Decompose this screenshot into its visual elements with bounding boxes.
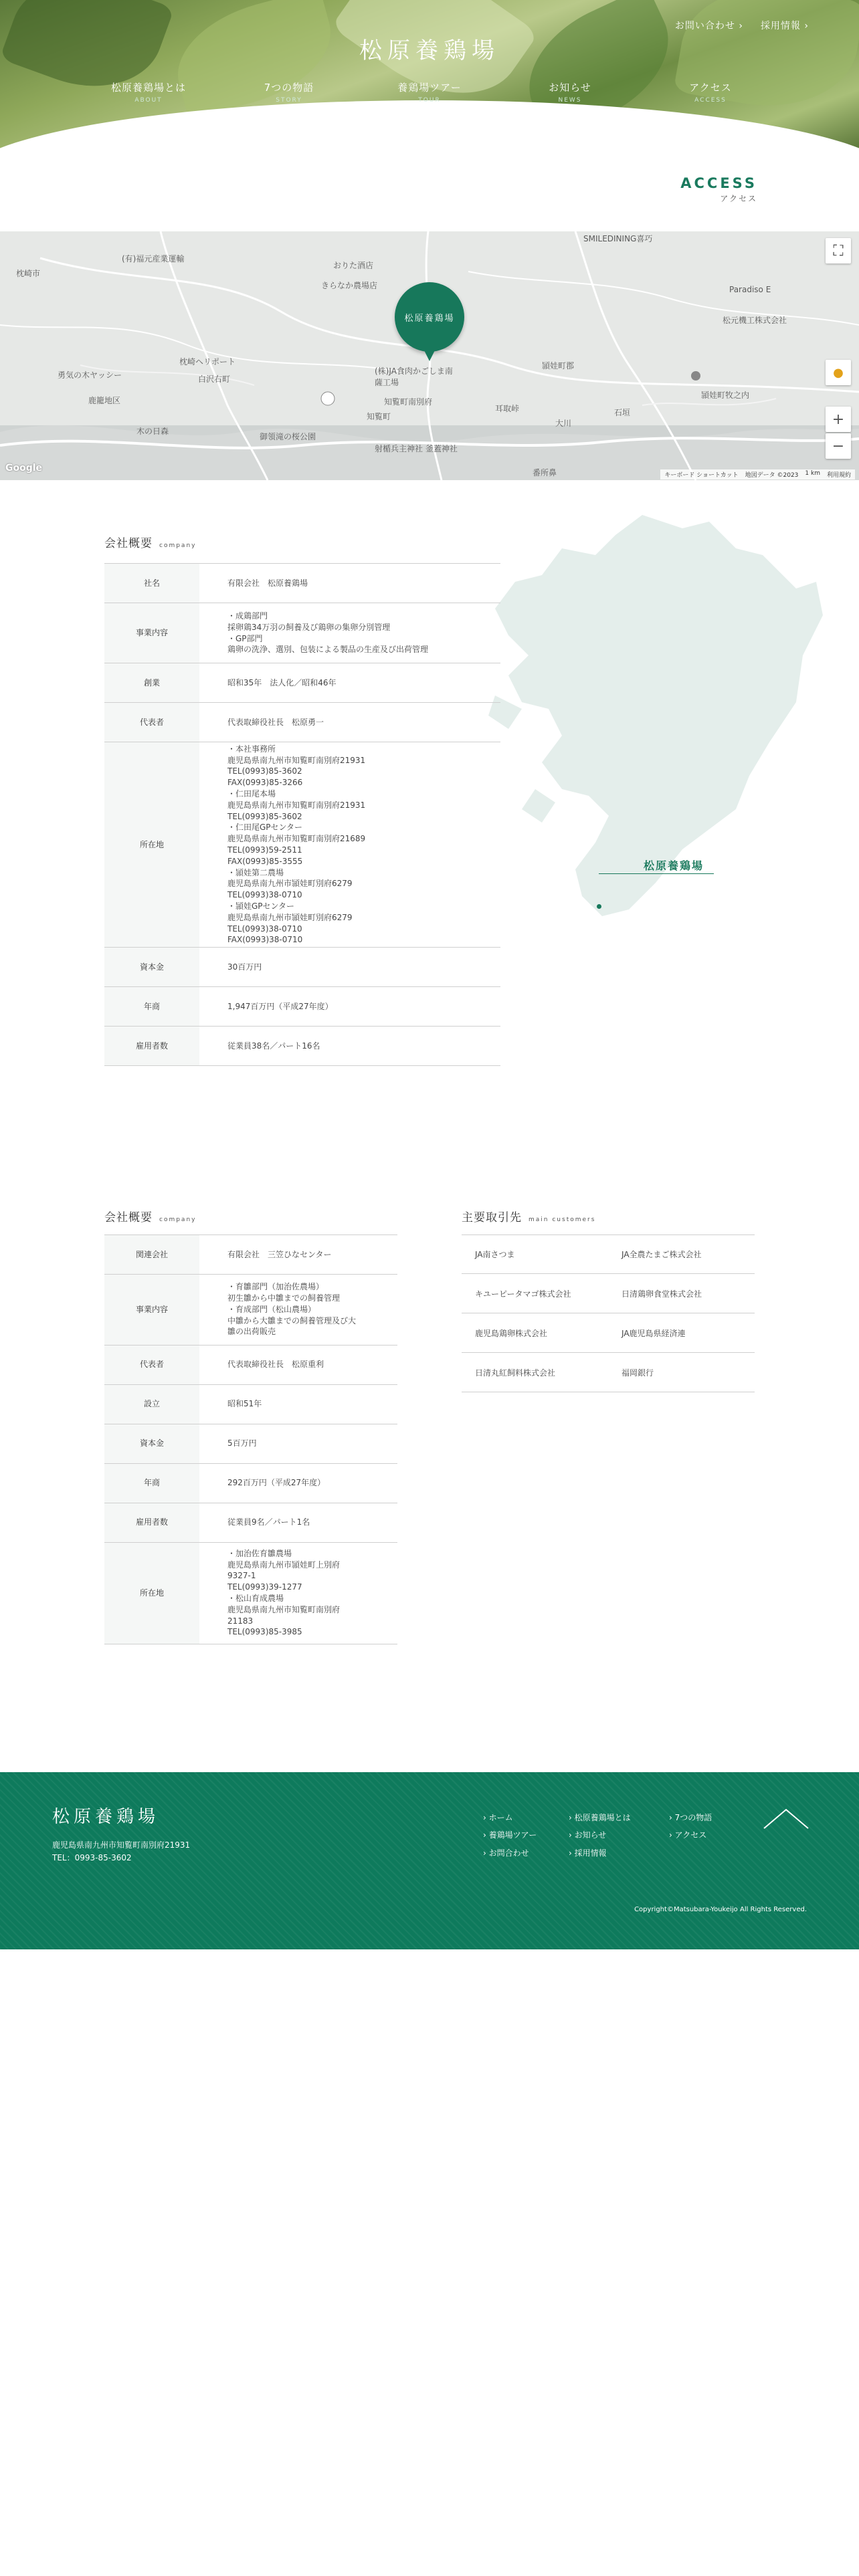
value-line: ・育雛部門（加治佐農場） [227, 1282, 324, 1292]
value-line: 1,947百万円（平成27年度） [227, 1001, 333, 1011]
table-row [104, 948, 500, 987]
value-line: 鹿児島県南九州市頴娃町上別府 [227, 1560, 341, 1570]
customer-name: 福岡銀行 [622, 1368, 654, 1378]
value-line: FAX(0993)85-3266 [227, 778, 303, 788]
value-line: TEL(0993)38-0710 [227, 924, 302, 934]
table-row [104, 1235, 397, 1275]
value-line: ・頴娃第二農場 [227, 867, 284, 877]
map-label: 木の日森 [136, 427, 169, 436]
nav-item-news[interactable]: お知らせ NEWS [549, 82, 591, 104]
kyushu-map [482, 508, 830, 976]
value-line: ・仁田尾GPセンター [227, 823, 303, 833]
top-links [675, 19, 809, 32]
row-value [199, 1503, 397, 1542]
customer-row [462, 1353, 755, 1392]
map-label: 大川 [555, 419, 572, 428]
nav-item-tour[interactable]: 養鶏場ツアー TOUR [397, 82, 462, 104]
hero-curve [0, 100, 859, 160]
footer-address [52, 1839, 190, 1864]
customers-list [462, 1235, 755, 1392]
map-label: 枕崎ヘリポート [179, 357, 236, 366]
value-line: 従業員38名／パート16名 [227, 1041, 320, 1051]
customer-row [462, 1274, 755, 1313]
value-line: ・育成部門（松山農場） [227, 1304, 316, 1314]
map-data-credit: 地図データ ©2023 [745, 472, 799, 479]
value-line: ・加治佐育雛農場 [227, 1548, 292, 1558]
value-line: TEL(0993)85-3985 [227, 1627, 302, 1637]
copyright: Copyright©Matsubara-Youkeijo All Rights Reserved. [634, 1906, 807, 1913]
value-line: 鹿児島県南九州市知覧町南別府21689 [227, 834, 366, 844]
value-line: 有限会社 三笠ひなセンター [227, 1249, 332, 1259]
row-label: 代表者 [104, 1345, 199, 1384]
value-line: 代表取締役社長 松原重利 [227, 1360, 324, 1370]
map-label: きらなか農場店 [321, 281, 378, 290]
value-line: 鹿児島県南九州市知覧町南別府21931 [227, 755, 366, 765]
footer-tel: TEL：0993-85-3602 [52, 1853, 132, 1863]
map-label: 頴娃町郡 [542, 361, 575, 370]
table-row [104, 1027, 500, 1066]
map-pin-marker[interactable]: 松原養鶏場 [395, 282, 464, 352]
row-value [199, 564, 500, 603]
map-label: 知覧町 [367, 412, 391, 421]
customers-title: 主要取引先 main customers [462, 1211, 596, 1224]
row-value [199, 603, 500, 663]
value-line: 30百万円 [227, 962, 262, 972]
footer-link-home[interactable]: › ホーム [483, 1809, 537, 1826]
map-label: 松元機工株式会社 [723, 316, 787, 325]
row-label: 所在地 [104, 1542, 199, 1644]
zoom-in-icon[interactable]: + [826, 407, 851, 432]
map-label: 白沢右町 [198, 374, 231, 384]
company-table [104, 563, 500, 1066]
value-line: 初生雛から中雛までの飼養管理 [227, 1293, 341, 1303]
value-line: 5百万円 [227, 1438, 257, 1448]
footer-link-story[interactable]: › 7つの物語 [669, 1809, 712, 1826]
value-line: 代表取締役社長 松原勇一 [227, 717, 324, 727]
value-line: 昭和51年 [227, 1399, 262, 1409]
row-value [199, 663, 500, 703]
table-row [104, 1503, 397, 1542]
footer-link-recruit[interactable]: › 採用情報 [569, 1844, 631, 1862]
map-label: 勇気の木ヤッシー [58, 370, 122, 380]
table-row [104, 663, 500, 703]
fullscreen-icon[interactable]: ⛶ [826, 238, 851, 263]
keyboard-shortcuts-link[interactable]: キーボード ショートカット [664, 472, 739, 479]
customer-row [462, 1235, 755, 1274]
value-line: 昭和35年 法人化／昭和46年 [227, 677, 337, 687]
value-line: 有限会社 松原養鶏場 [227, 578, 308, 588]
nav-item-access[interactable]: アクセス ACCESS [689, 82, 732, 104]
value-line: 雛の出荷販売 [227, 1327, 276, 1337]
row-value [199, 1345, 397, 1384]
value-line: ・仁田尾本場 [227, 789, 276, 799]
row-label: 事業内容 [104, 603, 199, 663]
row-value [199, 1275, 397, 1346]
section-title-en: ACCESS [680, 175, 757, 191]
row-value [199, 1463, 397, 1503]
table-row [104, 703, 500, 742]
row-value [199, 742, 500, 948]
customer-row [462, 1313, 755, 1353]
terms-link[interactable]: 利用規約 [826, 472, 851, 479]
map-label: 鹿籠地区 [88, 396, 121, 405]
table-row [104, 1275, 397, 1346]
table-row [104, 1345, 397, 1384]
value-line: ・松山育成農場 [227, 1594, 284, 1603]
row-label: 事業内容 [104, 1275, 199, 1346]
customer-name: JA南さつま [475, 1250, 515, 1259]
row-value [199, 1384, 397, 1424]
customer-name: 日清鶏卵食堂株式会社 [622, 1289, 702, 1299]
row-label: 資本金 [104, 948, 199, 987]
table-row [104, 1384, 397, 1424]
hero-header [0, 0, 859, 160]
value-line: 292百万円（平成27年度） [227, 1478, 326, 1488]
customer-name: JA全農たまご株式会社 [622, 1250, 702, 1259]
global-nav [0, 80, 859, 104]
table-row [104, 1424, 397, 1463]
row-value [199, 948, 500, 987]
value-line: TEL(0993)85-3602 [227, 811, 302, 821]
map-label: 御領滝の桜公園 [260, 432, 316, 441]
row-label: 資本金 [104, 1424, 199, 1463]
customer-name: 鹿児島鶏卵株式会社 [475, 1328, 548, 1338]
map-label: 射楯兵主神社 釜蓋神社 [375, 444, 458, 453]
footer-nav-col3 [669, 1809, 712, 1844]
row-value [199, 987, 500, 1027]
row-value [199, 1542, 397, 1644]
map-label: 番所鼻 [533, 468, 557, 477]
footer-link-contact[interactable]: › お問合わせ [483, 1844, 537, 1862]
related-company-table [104, 1235, 397, 1644]
row-label: 創業 [104, 663, 199, 703]
value-line: 21183 [227, 1616, 254, 1626]
nav-item-story[interactable]: 7つの物語 STORY [264, 82, 314, 104]
row-value [199, 1027, 500, 1066]
table-row [104, 742, 500, 948]
value-line: ・本社事務所 [227, 744, 276, 754]
table-row [104, 987, 500, 1027]
kyushu-farm-label: 松原養鶏場 [644, 859, 704, 872]
section-title-jp: アクセス [720, 194, 757, 203]
map-label: 耳取峠 [495, 404, 520, 413]
row-value [199, 1424, 397, 1463]
table-row [104, 564, 500, 603]
footer-logo[interactable]: 松原養鶏場 [52, 1807, 160, 1827]
value-line: TEL(0993)85-3602 [227, 766, 302, 776]
row-label: 関連会社 [104, 1235, 199, 1275]
table-row [104, 1542, 397, 1644]
map-label: 知覧町南別府 [384, 397, 433, 407]
page-top-icon[interactable] [763, 1806, 809, 1832]
row-value [199, 1235, 397, 1275]
table-row [104, 1463, 397, 1503]
value-line: ・GP部門 [227, 633, 263, 643]
value-line: TEL(0993)38-0710 [227, 890, 302, 900]
footer-link-news[interactable]: › お知らせ [569, 1826, 631, 1844]
footer-link-access[interactable]: › アクセス [669, 1826, 712, 1844]
company-title: 会社概要 company [104, 537, 197, 550]
value-line: 9327-1 [227, 1571, 256, 1581]
map-label: おりた酒店 [333, 261, 374, 270]
nav-item-about[interactable]: 松原養鶏場とは ABOUT [110, 82, 186, 104]
map-scale: 1 km [805, 470, 820, 477]
site-logo[interactable]: 松原養鶏場 [359, 37, 500, 64]
customer-name: 日清丸紅飼料株式会社 [475, 1368, 556, 1378]
zoom-out-icon[interactable]: − [826, 433, 851, 459]
row-label: 年商 [104, 1463, 199, 1503]
value-line: 鹿児島県南九州市知覧町南別府 [227, 1604, 341, 1614]
value-line: 中雛から大雛までの飼養管理及び大 [227, 1315, 357, 1325]
row-label: 雇用者数 [104, 1503, 199, 1542]
value-line: ・頴娃GPセンター [227, 901, 295, 911]
customer-name: キユーピータマゴ株式会社 [475, 1289, 571, 1299]
row-label: 設立 [104, 1384, 199, 1424]
value-line: 従業員9名／パート1名 [227, 1517, 310, 1527]
map-footer [660, 469, 855, 479]
kyushu-leader-line [599, 873, 714, 874]
value-line: 鶏卵の洗浄、選別、包装による製品の生産及び出荷管理 [227, 645, 429, 655]
row-value [199, 703, 500, 742]
value-line: ・成鶏部門 [227, 611, 268, 621]
footer-address-line: 鹿児島県南九州市知覧町南別府21931 [52, 1840, 191, 1850]
site-footer [0, 1772, 859, 1949]
related-company-title: 会社概要 company [104, 1211, 197, 1224]
contact-link[interactable]: お問い合わせ › [674, 21, 743, 31]
map-label: SMILEDINING喜巧 [583, 234, 653, 243]
map-label: (有)福元産業運輸 [122, 254, 185, 263]
kyushu-location-dot [597, 904, 601, 909]
map-label: Paradiso E [729, 285, 771, 294]
value-line: 鹿児島県南九州市頴娃町別府6279 [227, 879, 353, 889]
pegman-icon[interactable]: ● [826, 360, 851, 385]
value-line: FAX(0993)38-0710 [227, 935, 303, 945]
value-line: TEL(0993)59-2511 [227, 845, 302, 855]
google-logo: Google [5, 463, 43, 473]
footer-nav-col1 [483, 1809, 537, 1862]
row-label: 代表者 [104, 703, 199, 742]
footer-nav-col2 [569, 1809, 631, 1862]
row-label: 雇用者数 [104, 1027, 199, 1066]
table-row [104, 603, 500, 663]
map-label: 頴娃町牧之内 [701, 391, 750, 400]
map-label: 石垣 [614, 408, 631, 417]
recruit-link[interactable]: 採用情報 › [760, 21, 809, 31]
row-label: 社名 [104, 564, 199, 603]
value-line: TEL(0993)39-1277 [227, 1582, 302, 1592]
section-title [680, 175, 757, 204]
map-label: (株)JA食肉かごしま南薩工場 [375, 366, 453, 387]
row-label: 年商 [104, 987, 199, 1027]
value-line: FAX(0993)85-3555 [227, 856, 303, 866]
footer-link-about[interactable]: › 松原養鶏場とは [569, 1809, 631, 1826]
value-line: 鹿児島県南九州市頴娃町別府6279 [227, 912, 353, 922]
map-label: 枕崎市 [16, 269, 41, 278]
row-label: 所在地 [104, 742, 199, 948]
customer-name: JA鹿児島県経済連 [622, 1328, 686, 1338]
footer-link-tour[interactable]: › 養鶏場ツアー [483, 1826, 537, 1844]
value-line: 鹿児島県南九州市知覧町南別府21931 [227, 800, 366, 810]
value-line: 採卵鶏34万羽の飼養及び鶏卵の集卵分別管理 [227, 622, 391, 632]
